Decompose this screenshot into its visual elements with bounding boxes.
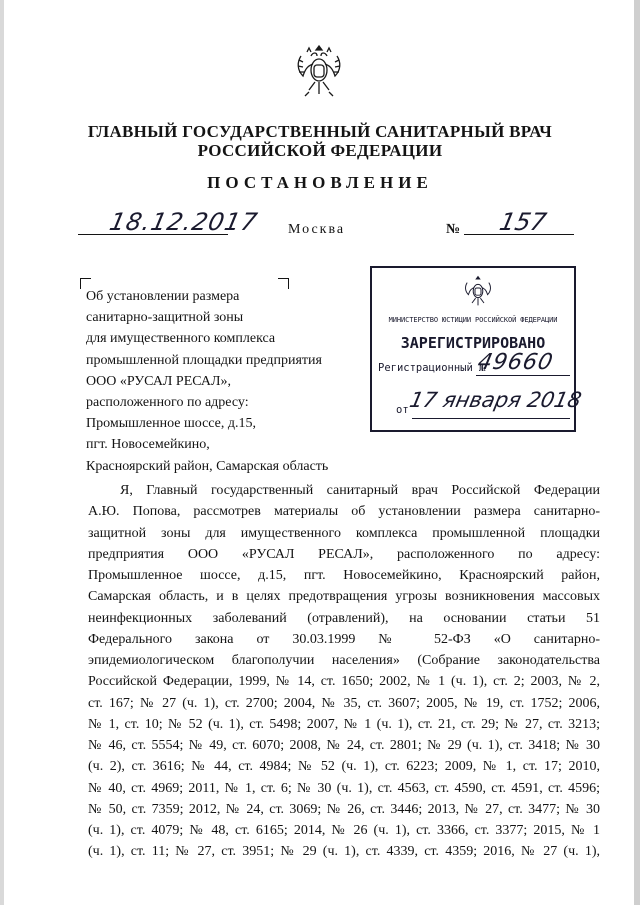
date-underline [78,234,228,235]
document-type-title: ПОСТАНОВЛЕНИЕ [207,173,433,192]
body-line: № 46, ст. 5554; № 49, ст. 6070; 2008, № 24, ст. 2801; № 29 (ч. 1), ст. 3418; № 30 [88,738,600,753]
stamp-reg-number: 49660 [475,350,556,375]
document-body [88,480,600,863]
stamp-number-underline [476,375,570,376]
body-line: Федерального закона от 30.03.1999 № 52-ФЗ «О санитарно- [88,631,600,647]
stamp-organization: МИНИСТЕРСТВО ЮСТИЦИИ РОССИЙСКОЙ ФЕДЕРАЦИИ [388,316,558,324]
subject-line: для имущественного комплекса [86,331,276,347]
body-line: Российской Федерации, 1999, № 14, ст. 1650; 2002, № 1 (ч. 1), ст. 2; 2003, № 2, [88,674,600,690]
subject-line: пгт. Новосемейкино, [86,437,210,453]
body-line: предприятия ООО «РУСАЛ РЕСАЛ», расположенного по адресу: [88,546,600,562]
body-line: (ч. 1), ст. 11; № 27, ст. 3951; № 29 (ч. 1), ст. 4339, ст. 4359; 2016, № 27 (ч. 1), [88,844,600,860]
subject-line: Об установлении размера [86,289,240,304]
body-line: Самарская область, и в целях предотвращения угрозы возникновения массовых [88,589,600,605]
subject-line: Промышленное шоссе, д.15, [86,416,257,432]
body-line: защитной зоны для имущественного комплекса промышленной площадки [88,525,600,541]
subject-line: промышленной площадки предприятия [86,352,322,368]
number-underline [464,234,574,235]
stamp-from-label: от [396,404,409,416]
stamp-date-underline [412,418,570,419]
document-date: 18.12.2017 [107,208,261,236]
body-line: Я, Главный государственный санитарный врач Российской Федерации [120,483,600,498]
body-line: № 50, ст. 7359; 2012, № 24, ст. 3069; № 26, ст. 3446; 2013, № 27, ст. 3477; № 30 [88,801,600,817]
body-line: эпидемиологическом благополучии населения» (Собрание законодательства [88,653,600,668]
stamp-registered-label: ЗАРЕГИСТРИРОВАНО [400,334,546,352]
body-line: А.Ю. Попова, рассмотрев материалы об установлении размера санитарно- [88,504,600,520]
body-line: № 1, ст. 10; № 52 (ч. 1), ст. 5498; 2007, № 1 (ч. 1), ст. 21, ст. 29; № 27, ст. 3213; [88,716,600,732]
issuer-title-line2: РОССИЙСКОЙ ФЕДЕРАЦИИ [197,141,443,160]
issuer-title-line1: ГЛАВНЫЙ ГОСУДАРСТВЕННЫЙ САНИТАРНЫЙ ВРАЧ [87,122,553,141]
document-subject [86,286,328,477]
number-sign: № [446,222,461,237]
body-line: (ч. 1), ст. 4079; № 48, ст. 6165; 2014, № 26 (ч. 1), ст. 3366, ст. 3377; 2015, № 1 [88,823,600,838]
body-line: (ч. 2), ст. 3616; № 44, ст. 4984; № 52 (ч. 1), ст. 6223; 2009, № 1, ст. 17; 2010, [88,759,600,775]
subject-line: ООО «РУСАЛ РЕСАЛ», [86,373,232,389]
coat-of-arms-icon [293,40,345,100]
body-line: ст. 167; № 27 (ч. 1), ст. 2700; 2004, № 35, ст. 3607; 2005, № 19, ст. 1752; 2006, [88,695,600,711]
stamp-reg-number-label: Регистрационный № [378,362,486,374]
coat-of-arms-icon [462,273,494,309]
subject-line: Красноярский район, Самарская область [86,458,329,474]
subject-line: санитарно-защитной зоны [86,310,244,326]
body-line: неинфекционных заболеваний (отравлений), на основании статьи 51 [88,610,600,626]
document-number: 157 [497,208,549,236]
body-line: Промышленное шоссе, д.15, пгт. Новосемейкино, Красноярский район, [88,568,600,583]
body-line: № 40, ст. 4969; 2011, № 1, ст. 6; № 30 (ч. 1), ст. 4563, ст. 4590, ст. 4591, ст. 4596; [88,780,600,796]
document-city: Москва [288,222,346,237]
subject-line: расположенного по адресу: [86,395,249,411]
stamp-reg-date: 17 января 2018 [407,388,584,412]
